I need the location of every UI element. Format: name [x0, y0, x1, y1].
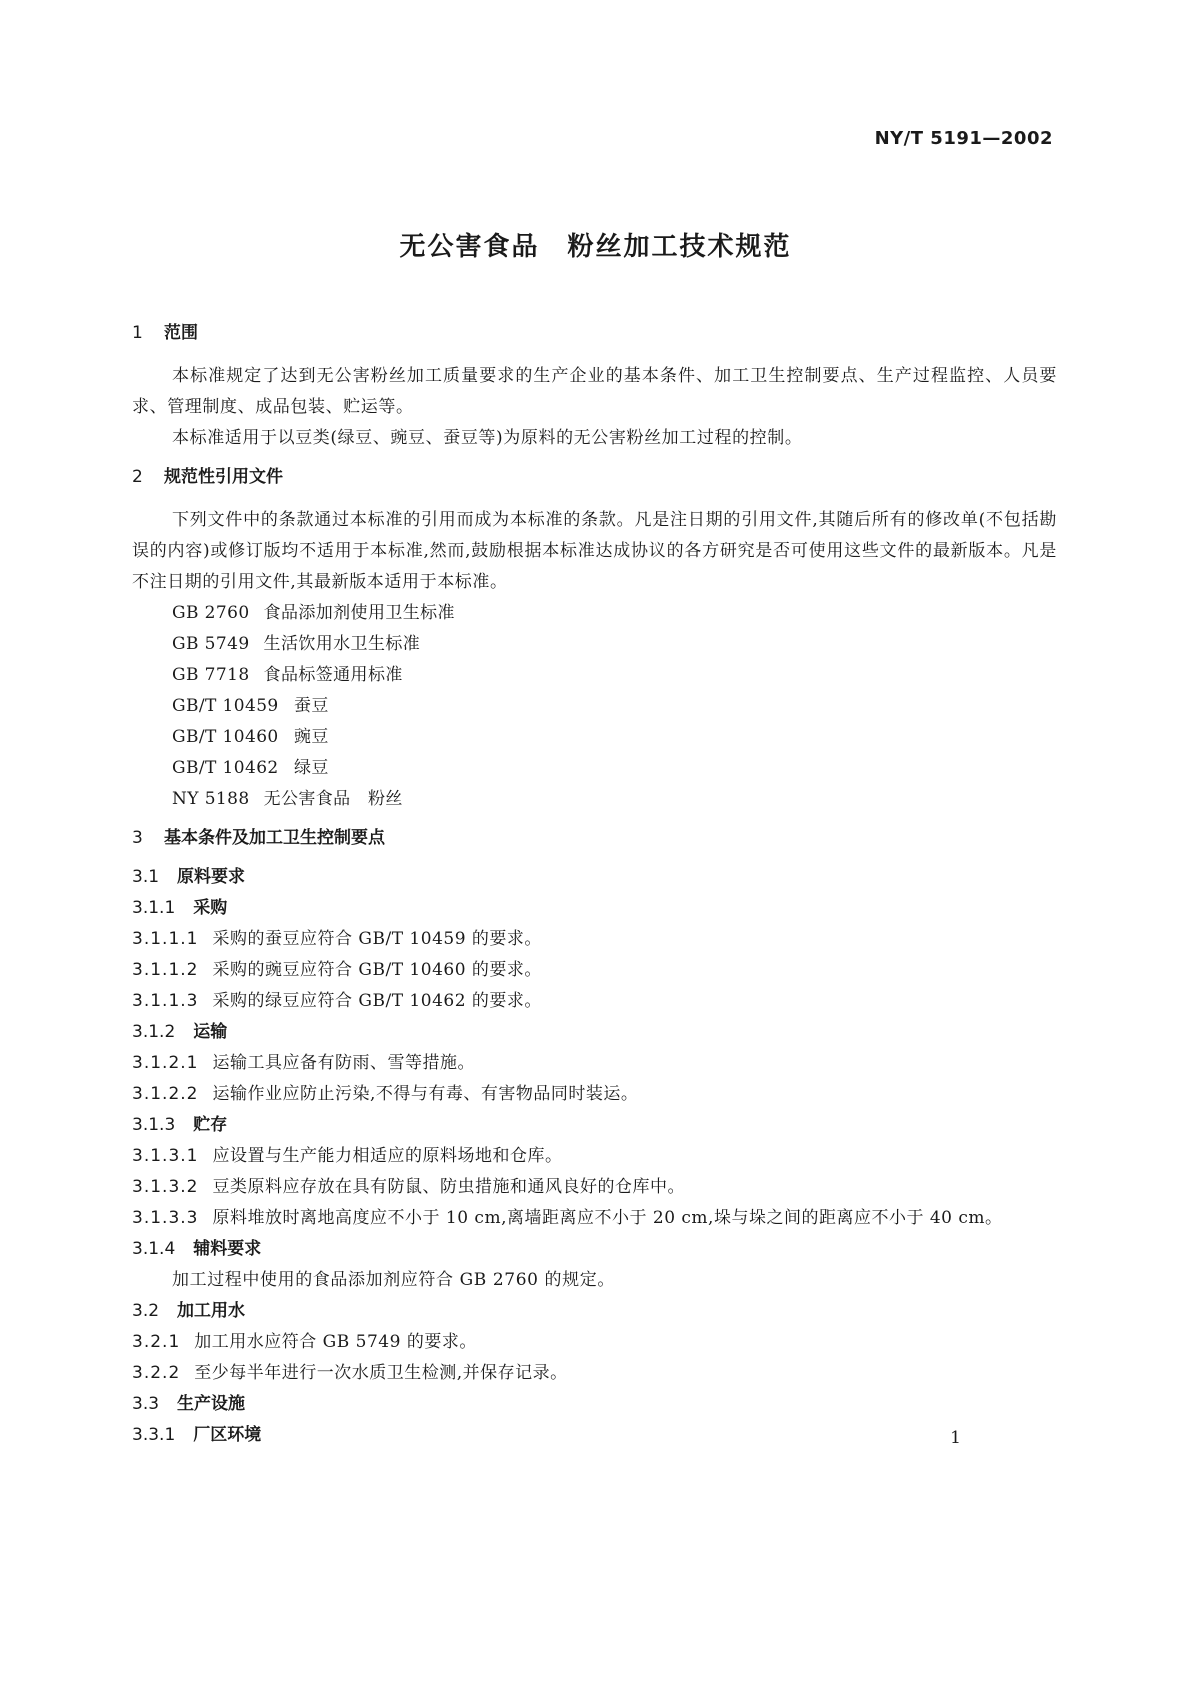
subsection-title: 采购: [193, 898, 228, 918]
clause-text: 采购的豌豆应符合 GB/T 10460 的要求。: [212, 960, 542, 980]
standard-code: NY/T 5191—2002: [874, 128, 1053, 149]
reference-code: GB/T 10462: [172, 758, 279, 778]
reference-code: GB 2760: [172, 603, 250, 623]
clause: [132, 1327, 1057, 1358]
subsection-number: 3.1.3: [132, 1115, 176, 1135]
reference-name: 生活饮用水卫生标准: [263, 634, 421, 654]
clause-text: 应设置与生产能力相适应的原料场地和仓库。: [212, 1146, 563, 1166]
reference-name: 食品添加剂使用卫生标准: [263, 603, 455, 623]
clause-number: 3.1.2.2: [132, 1084, 199, 1104]
subsection-number: 3.1.2: [132, 1022, 176, 1042]
clause: [132, 924, 1057, 955]
clause-text: 运输工具应备有防雨、雪等措施。: [212, 1053, 475, 1073]
reference-code: GB/T 10460: [172, 727, 279, 747]
reference-code: GB/T 10459: [172, 696, 279, 716]
clause: [132, 986, 1057, 1017]
reference-item: [172, 629, 1057, 660]
subsection-number: 3.3: [132, 1394, 160, 1414]
paragraph: 加工过程中使用的食品添加剂应符合 GB 2760 的规定。: [172, 1270, 615, 1290]
page-number: 1: [950, 1428, 961, 1448]
clause: [132, 1172, 1057, 1203]
clause-number: 3.1.3.3: [132, 1208, 199, 1228]
section-title: 规范性引用文件: [164, 467, 283, 487]
clause-text: 至少每半年进行一次水质卫生检测,并保存记录。: [194, 1363, 568, 1383]
subsection-heading: [132, 1296, 1057, 1327]
clause: [132, 955, 1057, 986]
subsection-number: 3.1: [132, 867, 160, 887]
section-number: 3: [132, 828, 143, 848]
section-number: 1: [132, 323, 143, 343]
paragraph: 下列文件中的条款通过本标准的引用而成为本标准的条款。凡是注日期的引用文件,其随后所有的修改单(不包括勘误的内容)或修订版均不适用于本标准,然而,鼓励根据本标准达成协议的各方研究是否可使用这些文件的最新版本。凡是不注日期的引用文件,其最新版本适用于本标准。: [132, 510, 1057, 592]
clause-number: 3.1.3.1: [132, 1146, 199, 1166]
subsection-heading: [132, 1389, 1057, 1420]
clause-text: 豆类原料应存放在具有防鼠、防虫措施和通风良好的仓库中。: [212, 1177, 685, 1197]
clause-text: 采购的绿豆应符合 GB/T 10462 的要求。: [212, 991, 542, 1011]
subsection-heading: [132, 1110, 1057, 1141]
reference-item: [172, 784, 1057, 815]
reference-item: [172, 691, 1057, 722]
subsection-number: 3.1.1: [132, 898, 176, 918]
reference-list: [132, 598, 1057, 815]
clause-number: 3.1.3.2: [132, 1177, 199, 1197]
subsection-number: 3.1.4: [132, 1239, 176, 1259]
reference-item: [172, 660, 1057, 691]
subsection-title: 厂区环境: [193, 1425, 262, 1445]
clause: [132, 1141, 1057, 1172]
reference-name: 食品标签通用标准: [263, 665, 403, 685]
reference-item: [172, 722, 1057, 753]
reference-code: GB 5749: [172, 634, 250, 654]
clause-text: 原料堆放时离地高度应不小于 10 cm,离墙距离应不小于 20 cm,垛与垛之间的距离应不小于 40 cm。: [212, 1208, 1003, 1228]
subsection-heading: [132, 1420, 1057, 1451]
reference-item: [172, 753, 1057, 784]
subsection-title: 加工用水: [177, 1301, 246, 1321]
document-body: [132, 318, 1057, 1451]
clause-text: 运输作业应防止污染,不得与有毒、有害物品同时装运。: [212, 1084, 639, 1104]
reference-name: 无公害食品 粉丝: [263, 789, 403, 809]
reference-code: GB 7718: [172, 665, 250, 685]
clause-text: 加工用水应符合 GB 5749 的要求。: [194, 1332, 477, 1352]
subsection-heading: [132, 862, 1057, 893]
subsection-heading: [132, 1234, 1057, 1265]
subsection-title: 运输: [193, 1022, 228, 1042]
subsection-number: 3.3.1: [132, 1425, 176, 1445]
paragraph: 本标准规定了达到无公害粉丝加工质量要求的生产企业的基本条件、加工卫生控制要点、生产过程监控、人员要求、管理制度、成品包装、贮运等。: [132, 366, 1057, 417]
clause-text: 采购的蚕豆应符合 GB/T 10459 的要求。: [212, 929, 542, 949]
clause-number: 3.1.2.1: [132, 1053, 199, 1073]
section-3-heading: [132, 823, 1057, 854]
clause-number: 3.2.2: [132, 1363, 181, 1383]
clause: [132, 1048, 1057, 1079]
clause: [132, 1079, 1057, 1110]
paragraph: 本标准适用于以豆类(绿豆、豌豆、蚕豆等)为原料的无公害粉丝加工过程的控制。: [172, 428, 803, 448]
section-title: 基本条件及加工卫生控制要点: [164, 828, 385, 848]
subsection-title: 贮存: [193, 1115, 228, 1135]
subsection-heading: [132, 1017, 1057, 1048]
clause-number: 3.1.1.1: [132, 929, 199, 949]
section-title: 范围: [164, 323, 198, 343]
clause: [132, 1203, 1057, 1234]
clause: [132, 1358, 1057, 1389]
reference-name: 豌豆: [294, 727, 329, 747]
section-number: 2: [132, 467, 143, 487]
reference-item: [172, 598, 1057, 629]
document-title: 无公害食品 粉丝加工技术规范: [399, 232, 792, 262]
clause-number: 3.2.1: [132, 1332, 181, 1352]
clause-number: 3.1.1.3: [132, 991, 199, 1011]
section-1-heading: [132, 318, 1057, 349]
subsection-heading: [132, 893, 1057, 924]
reference-name: 绿豆: [294, 758, 329, 778]
clause-number: 3.1.1.2: [132, 960, 199, 980]
reference-code: NY 5188: [172, 789, 250, 809]
subsection-title: 辅料要求: [193, 1239, 262, 1259]
section-2-heading: [132, 462, 1057, 493]
subsection-number: 3.2: [132, 1301, 160, 1321]
subsection-title: 生产设施: [177, 1394, 246, 1414]
reference-name: 蚕豆: [294, 696, 329, 716]
subsection-title: 原料要求: [177, 867, 246, 887]
